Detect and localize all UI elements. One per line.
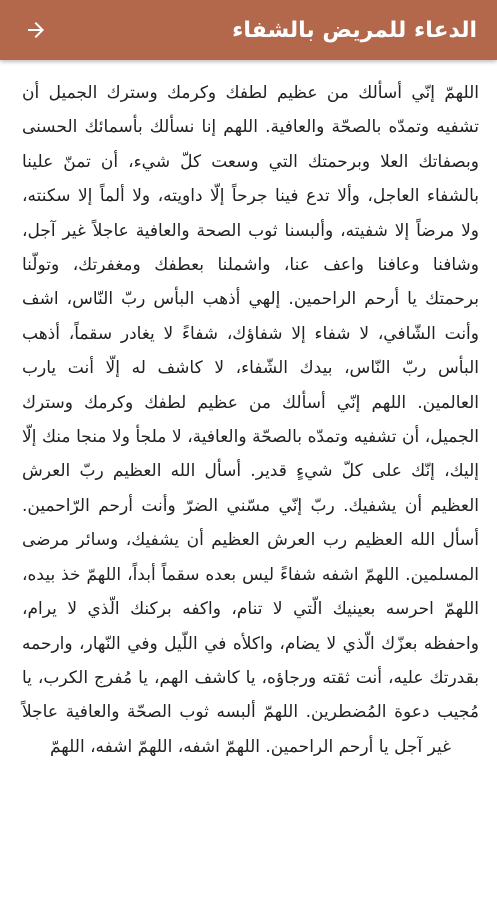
- back-button[interactable]: [20, 14, 52, 46]
- page-title: الدعاء للمريض بالشفاء: [232, 17, 477, 43]
- arrow-back-icon: [24, 18, 48, 42]
- prayer-text: اللهمّ إنّي أسألك من عظيم لطفك وكرمك وسترك الجميل أن تشفيه وتمدّه بالصحّة والعافية. اللهم إنا نسألك بأسمائك الحسنى وبصفاتك العلا وبرحمتك التي وسعت كلّ شيء، أن تمنّ علينا بالشفاء العاجل، وألا تدع فينا جرحاً إلّا داويته، ولا ألماً إلا سكنته، ولا مرضاً إلا شفيته، وألبسنا ثوب الصحة والعافية عاجلاً غير آجل، وشافنا وعافنا واعف عنا، واشملنا بعطفك ومغفرتك، وتولّنا برحمتك يا أرحم الراحمين. إلهي أذهب البأس ربّ النّاس، اشف وأنت الشّافي، لا شفاء إلا شفاؤك، شفاءً لا يغادر سقماً، أذهب البأس ربّ النّاس، بيدك الشّفاء، لا كاشف له إلّا أنت يارب العالمين. اللهم إنّي أسألك من عظيم لطفك وكرمك وسترك الجميل، أن تشفيه وتمدّه بالصحّة والعافية، لا ملجأ ولا منجا منك إلّا إليك، إنّك على كلّ شيءٍ قدير. أسأل الله العظيم ربّ العرش العظيم أن يشفيك. ربّ إنّي مسّني الضرّ وأنت أرحم الرّاحمين. أسأل الله العظيم رب العرش العظيم أن يشفيك، وسائر مرضى المسلمين. اللهمّ اشفه شفاءً ليس بعده سقماً أبداً، اللهمّ خذ بيده، اللهمّ احرسه بعينيك الّتي لا تنام، واكفه بركنك الّذي لا يرام، واحفظه بعزّك الّذي لا يضام، واكلأه في اللّيل وفي النّهار، وارحمه بقدرتك عليه، أنت ثقته ورجاؤه، يا كاشف الهم، يا مُفرج الكرب، يا مُجيب دعوة المُضطرين. اللهمّ ألبسه ثوب الصحّة والعافية عاجلاً غير آجل يا أرحم الراحمين. اللهمّ اشفه، اللهمّ اشفه، اللهمّ: [22, 83, 479, 757]
- app-bar: [0, 0, 497, 60]
- prayer-content[interactable]: [0, 70, 497, 900]
